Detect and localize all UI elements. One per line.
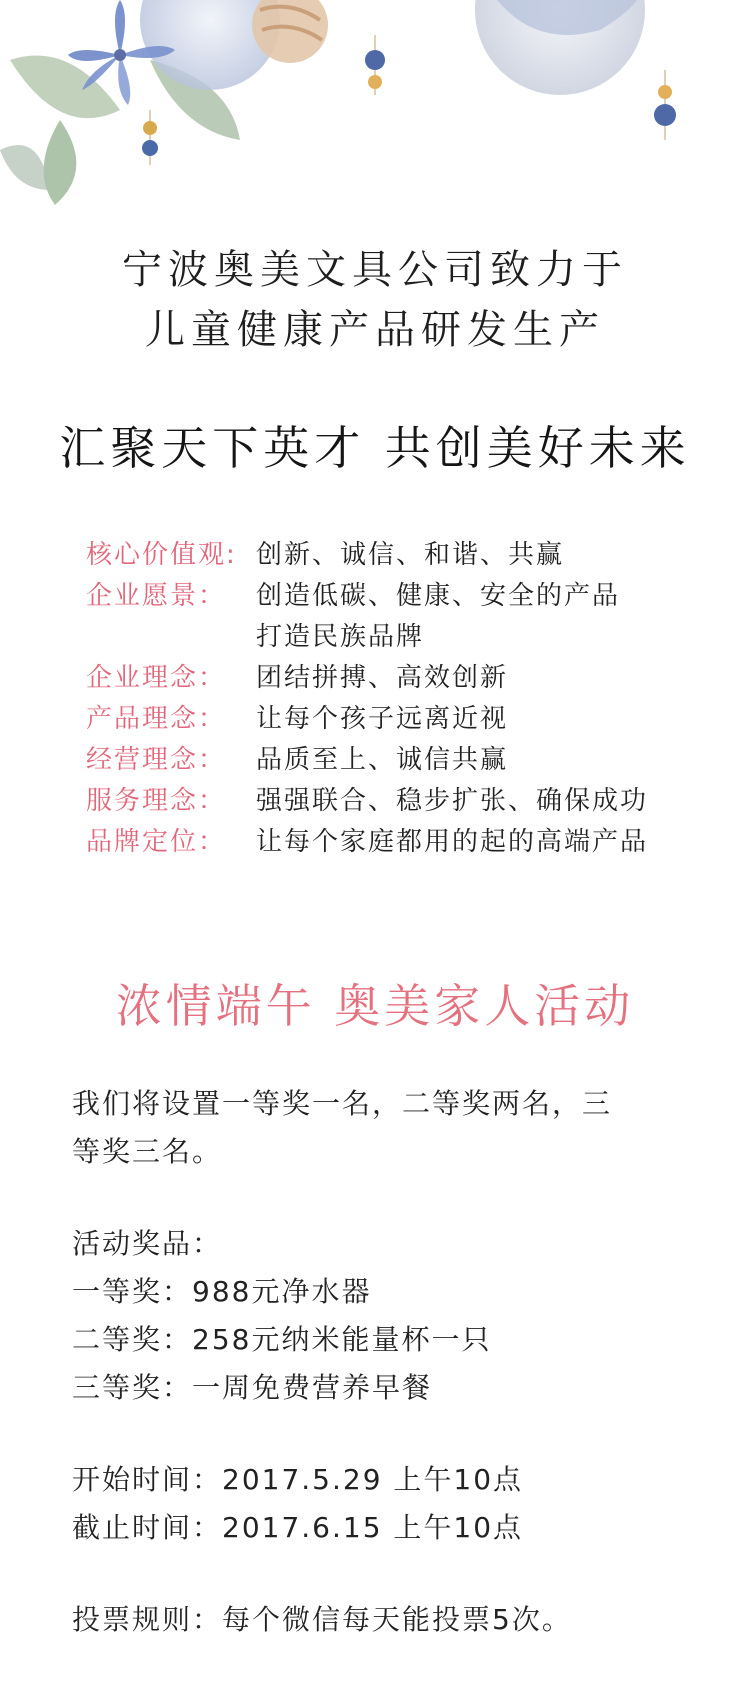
prize-first: 一等奖：988元净水器 bbox=[72, 1275, 372, 1308]
values-text: 创新、诚信、和谐、共赢 bbox=[256, 540, 565, 570]
floral-decoration bbox=[0, 0, 750, 220]
event-title: 浓情端午 奥美家人活动 bbox=[115, 979, 635, 1033]
prize-second: 二等奖：258元纳米能量杯一只 bbox=[72, 1323, 492, 1356]
event-details bbox=[72, 1080, 692, 1644]
values-text: 团结拼搏、高效创新 bbox=[256, 663, 509, 693]
values-label: 产品理念： bbox=[86, 704, 227, 734]
values-text: 品质至上、诚信共赢 bbox=[256, 745, 509, 775]
intro-line-2: 儿童健康产品研发生产 bbox=[145, 307, 605, 353]
company-intro bbox=[0, 240, 750, 360]
end-time: 截止时间：2017.6.15 上午10点 bbox=[72, 1511, 524, 1544]
intro-line-1: 宁波奥美文具公司致力于 bbox=[122, 247, 628, 293]
prizes-heading: 活动奖品： bbox=[72, 1227, 223, 1260]
values-row bbox=[86, 535, 726, 576]
values-label bbox=[86, 617, 256, 658]
values-text: 让每个家庭都用的起的高端产品 bbox=[256, 827, 649, 857]
values-text: 打造民族品牌 bbox=[256, 622, 425, 652]
values-text: 让每个孩子远离近视 bbox=[256, 704, 509, 734]
prize-third: 三等奖：一周免费营养早餐 bbox=[72, 1371, 433, 1404]
values-text: 强强联合、稳步扩张、确保成功 bbox=[256, 786, 649, 816]
start-time: 开始时间：2017.5.29 上午10点 bbox=[72, 1463, 524, 1496]
values-row bbox=[86, 822, 726, 863]
values-label: 品牌定位： bbox=[86, 827, 227, 857]
values-row bbox=[86, 699, 726, 740]
values-row bbox=[86, 658, 726, 699]
values-row bbox=[86, 781, 726, 822]
slogan: 汇聚天下英才 共创美好未来 bbox=[59, 421, 691, 475]
values-text: 创造低碳、健康、安全的产品 bbox=[256, 581, 621, 611]
values-label: 企业理念： bbox=[86, 663, 227, 693]
values-label: 经营理念： bbox=[86, 745, 227, 775]
values-row bbox=[86, 617, 726, 658]
values-row bbox=[86, 740, 726, 781]
values-label: 企业愿景： bbox=[86, 581, 227, 611]
awards-description-line-1: 我们将设置一等奖一名，二等奖两名，三 bbox=[72, 1087, 613, 1120]
values-label: 核心价值观: bbox=[86, 540, 237, 570]
values-row bbox=[86, 576, 726, 617]
values-label: 服务理念： bbox=[86, 786, 227, 816]
voting-rule: 投票规则：每个微信每天能投票5次。 bbox=[72, 1603, 572, 1636]
awards-description-line-2: 等奖三名。 bbox=[72, 1135, 223, 1168]
company-values-list bbox=[86, 535, 726, 863]
